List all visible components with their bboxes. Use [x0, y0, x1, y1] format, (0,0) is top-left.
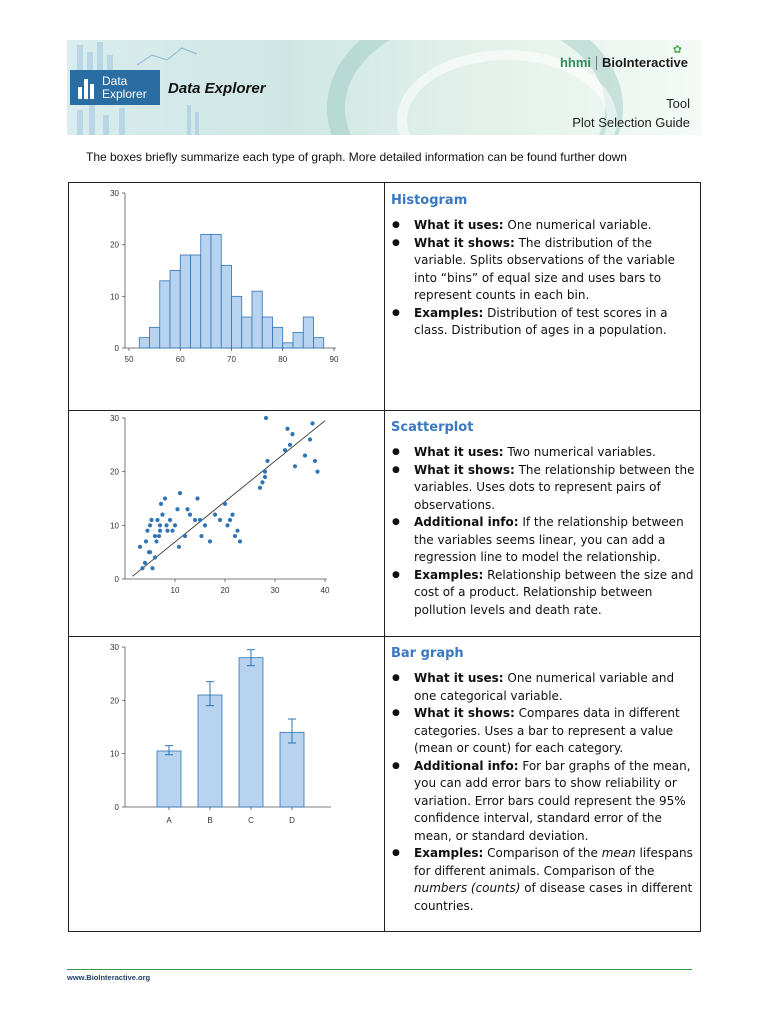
histogram-text-cell [385, 183, 700, 410]
doc-type: Tool [666, 96, 690, 111]
brand-name: BioInteractive [602, 55, 688, 70]
x-tick-label: 50 [124, 355, 134, 364]
x-tick-label: 10 [170, 586, 180, 595]
scatter-point [144, 539, 148, 543]
histogram-chart [69, 183, 384, 410]
list-item: ● What it shows: Compares data in different categories. Uses a bar to represent a value (mean or count) for each category. [391, 705, 699, 758]
list-item: ● Additional info: For bar graphs of the mean, you can add error bars to show reliability or variation. Error bars could represent the 95% confidence interval, standard error of the mean, or standard deviation. [391, 758, 699, 846]
scatterplot-row [69, 410, 700, 637]
scatter-point [235, 529, 239, 533]
leaf-icon: ✿ [672, 44, 682, 56]
scatter-point [158, 523, 162, 527]
scatter-point [263, 470, 267, 474]
bargraph-list [391, 670, 699, 915]
y-tick-label: 30 [110, 189, 119, 198]
y-tick-label: 0 [114, 803, 119, 812]
histogram-bar [170, 271, 180, 349]
scatter-point [225, 523, 229, 527]
scatter-point [263, 475, 267, 479]
histogram-bar [191, 255, 201, 348]
bargraph-text-cell [385, 636, 700, 932]
y-tick-label: 20 [110, 240, 119, 250]
scatter-point [175, 507, 179, 511]
scatter-point [147, 550, 151, 554]
histogram-bar [160, 281, 170, 348]
scatter-point [283, 448, 287, 452]
footer-url: www.BioInteractive.org [67, 973, 151, 982]
scatter-point [157, 534, 161, 538]
scatter-point [185, 507, 189, 511]
y-tick-label: 0 [114, 344, 119, 353]
scatter-point [203, 523, 207, 527]
histogram-bar [293, 333, 303, 349]
plot-guide-table [68, 182, 701, 932]
scatter-point [150, 566, 154, 570]
y-tick-label: 30 [110, 414, 119, 423]
scatter-point [155, 518, 159, 522]
histogram-bar [283, 343, 293, 348]
scatter-point [164, 523, 168, 527]
scatter-point [149, 518, 153, 522]
scatter-point [208, 539, 212, 543]
x-tick-label: B [207, 816, 213, 825]
scatterplot-chart [69, 410, 384, 636]
scatter-point [168, 518, 172, 522]
histogram-bar [232, 296, 242, 348]
list-item: ● What it shows: The relationship between the variables. Uses dots to represent pairs of observations. [391, 462, 699, 515]
scatter-point [145, 529, 149, 533]
regression-line [133, 421, 326, 577]
scatter-point [173, 523, 177, 527]
scatter-point [140, 566, 144, 570]
doc-title: Plot Selection Guide [572, 115, 690, 130]
brand-logo [560, 55, 688, 70]
scatter-point [315, 470, 319, 474]
scatter-point [193, 518, 197, 522]
x-tick-label: 60 [175, 355, 185, 364]
scatter-point [160, 513, 164, 517]
scatter-point [308, 437, 312, 441]
scatter-point [223, 502, 227, 506]
scatter-point [178, 491, 182, 495]
scatter-point [163, 496, 167, 500]
histogram-bar [201, 234, 211, 348]
scatter-point [198, 518, 202, 522]
scatter-point [199, 534, 203, 538]
scatterplot-heading: Scatterplot [391, 420, 474, 435]
scatter-point [238, 539, 242, 543]
histogram-bar [139, 338, 149, 348]
y-tick-label: 10 [110, 292, 119, 302]
y-tick-label: 10 [110, 749, 119, 759]
scatter-point [148, 523, 152, 527]
y-tick-label: 10 [110, 521, 119, 531]
histogram-heading: Histogram [391, 193, 468, 208]
bar [157, 751, 181, 807]
histogram-bar [303, 317, 313, 348]
list-item: ● What it shows: The distribution of the variable. Splits observations of the variable into “bins” of equal size and uses bars to represent counts in each bin. [391, 235, 699, 305]
histogram-plot-cell [69, 183, 385, 410]
histogram-bar [252, 291, 262, 348]
scatter-point [218, 518, 222, 522]
y-tick-label: 0 [114, 575, 119, 584]
scatter-point [258, 486, 262, 490]
list-item: ● What it uses: One numerical variable and one categorical variable. [391, 670, 699, 705]
x-tick-label: A [166, 816, 172, 825]
x-tick-label: 90 [329, 355, 339, 364]
histogram-bar [211, 234, 221, 348]
scatterplot-list [391, 444, 699, 619]
scatter-point [138, 545, 142, 549]
bargraph-plot-cell [69, 636, 385, 932]
histogram-bar [180, 255, 190, 348]
list-item: ● Examples: Distribution of test scores in a class. Distribution of ages in a population. [391, 305, 699, 340]
scatter-point [177, 545, 181, 549]
histogram-list [391, 217, 699, 340]
scatter-point [159, 502, 163, 506]
scatter-point [290, 432, 294, 436]
x-tick-label: D [289, 816, 295, 825]
list-item: ● Examples: Comparison of the mean lifespans for different animals. Comparison of the numbers (counts) of disease cases in different countries. [391, 845, 699, 915]
scatter-point [313, 459, 317, 463]
x-tick-label: C [248, 816, 254, 825]
scatter-point [195, 496, 199, 500]
y-tick-label: 20 [110, 467, 119, 477]
histogram-row [69, 183, 700, 411]
x-tick-label: 20 [220, 586, 230, 595]
scatter-point [228, 518, 232, 522]
app-title: Data Explorer [168, 80, 266, 97]
histogram-bar [262, 317, 272, 348]
histogram-bar [221, 265, 231, 348]
intro-text: The boxes briefly summarize each type of graph. More detailed information can be found further down [86, 150, 627, 164]
x-tick-label: 70 [227, 355, 236, 364]
logo-line2: Explorer [102, 86, 147, 101]
bar [280, 732, 304, 807]
histogram-bar [150, 327, 160, 348]
y-tick-label: 30 [110, 643, 119, 652]
scatterplot-text-cell [385, 410, 700, 636]
histogram-bar [242, 317, 252, 348]
list-item: ● Additional info: If the relationship between the variables seems linear, you can add a regression line to model the relationship. [391, 514, 699, 567]
scatter-point [233, 534, 237, 538]
list-item: ● What it uses: Two numerical variables. [391, 444, 699, 462]
bar-chart-icon [78, 77, 96, 99]
scatter-point [154, 539, 158, 543]
scatter-point [264, 416, 268, 420]
scatter-point [303, 453, 307, 457]
scatter-point [285, 427, 289, 431]
histogram-bar [314, 338, 324, 348]
scatter-point [260, 480, 264, 484]
footer-divider [67, 969, 692, 970]
bargraph-chart [69, 636, 384, 932]
x-tick-label: 30 [270, 586, 280, 595]
bargraph-row [69, 636, 700, 932]
scatter-point [153, 555, 157, 559]
scatter-point [293, 464, 297, 468]
scatter-point [213, 513, 217, 517]
bar [239, 658, 263, 807]
data-explorer-logo [70, 70, 160, 105]
scatter-point [265, 459, 269, 463]
bar [198, 695, 222, 807]
scatter-point [170, 529, 174, 533]
x-tick-label: 40 [320, 586, 330, 595]
y-tick-label: 20 [110, 696, 119, 706]
logo-line1: Data [102, 73, 128, 88]
list-item: ● Examples: Relationship between the size and cost of a product. Relationship between pollution levels and death rate. [391, 567, 699, 620]
scatter-point [288, 443, 292, 447]
scatter-point [143, 561, 147, 565]
x-tick-label: 80 [278, 355, 288, 364]
scatterplot-plot-cell [69, 410, 385, 636]
header-banner [67, 40, 702, 135]
scatter-point [153, 534, 157, 538]
scatter-point [230, 513, 234, 517]
scatter-point [188, 513, 192, 517]
histogram-bar [273, 327, 283, 348]
scatter-point [183, 534, 187, 538]
list-item: ● What it uses: One numerical variable. [391, 217, 699, 235]
scatter-point [158, 529, 162, 533]
bargraph-heading: Bar graph [391, 646, 464, 661]
scatter-point [310, 421, 314, 425]
scatter-point [165, 529, 169, 533]
brand-hhmi: hhmi [559, 55, 592, 70]
